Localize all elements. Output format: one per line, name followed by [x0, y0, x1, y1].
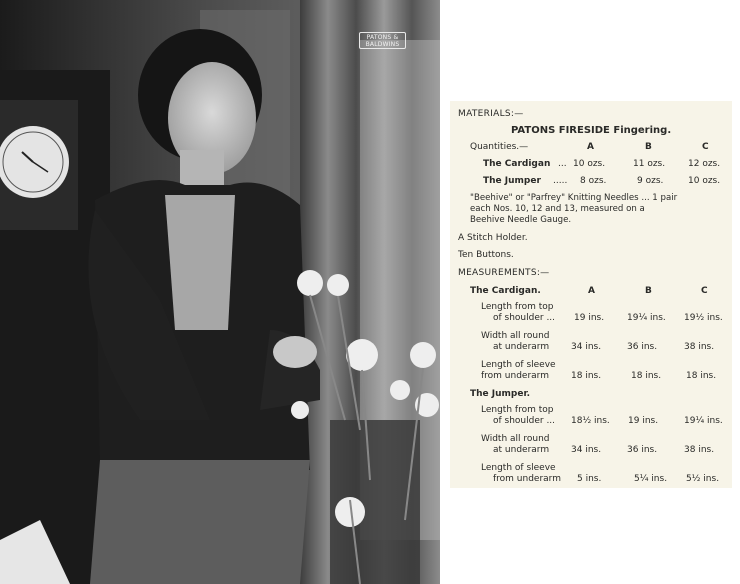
quantities-label: Quantities.—: [470, 142, 529, 152]
jumper-qty-b: 9 ozs.: [637, 176, 664, 186]
jumper-sleeve-line1: Length of sleeve: [481, 463, 556, 473]
cardigan-length-c: 19½ ins.: [684, 313, 723, 323]
pattern-materials-panel: [450, 101, 732, 488]
cardigan-sleeve-a: 18 ins.: [571, 371, 602, 381]
jumper-qty-c: 10 ozs.: [688, 176, 721, 186]
cardigan-qty-b: 11 ozs.: [633, 159, 666, 169]
cardigan-measurements-title: The Cardigan.: [470, 286, 541, 296]
cardigan-width-c: 38 ins.: [684, 342, 715, 352]
jumper-sleeve-line2: from underarm: [493, 474, 561, 484]
patons-baldwins-logo: [359, 32, 406, 49]
jumper-sleeve-b: 5¼ ins.: [634, 474, 668, 484]
logo-line-1: PATONS &: [366, 34, 399, 41]
yarn-name: PATONS FIRESIDE Fingering.: [511, 125, 672, 136]
needles-line-3: Beehive Needle Gauge.: [470, 215, 572, 225]
clock-face: [0, 126, 69, 198]
jumper-length-line1: Length from top: [481, 405, 554, 415]
meas-size-a-header: A: [588, 286, 595, 296]
cardigan-qty-label: The Cardigan: [483, 159, 551, 169]
meas-size-b-header: B: [645, 286, 652, 296]
cardigan-qty-a: 10 ozs.: [573, 159, 606, 169]
jumper-sleeve-c: 5½ ins.: [686, 474, 720, 484]
jumper-qty-leader: .....: [553, 176, 568, 186]
logo-line-2: BALDWINS: [365, 41, 400, 48]
meas-size-c-header: C: [701, 286, 708, 296]
cardigan-length-b: 19¼ ins.: [627, 313, 666, 323]
size-b-header: B: [645, 142, 652, 152]
cardigan-length-line1: Length from top: [481, 302, 554, 312]
cardigan-sleeve-line1: Length of sleeve: [481, 360, 556, 370]
needles-line-2: each Nos. 10, 12 and 13, measured on a: [470, 204, 645, 214]
cardigan-width-a: 34 ins.: [571, 342, 602, 352]
measurements-heading: MEASUREMENTS:—: [458, 268, 550, 278]
stitch-holder: A Stitch Holder.: [458, 233, 528, 243]
cardigan-sleeve-line2: from underarm: [481, 371, 549, 381]
materials-heading: MATERIALS:—: [458, 109, 524, 119]
jumper-sleeve-a: 5 ins.: [577, 474, 602, 484]
cardigan-width-line1: Width all round: [481, 331, 550, 341]
cardigan-length-a: 19 ins.: [574, 313, 605, 323]
size-c-header: C: [702, 142, 709, 152]
needles-line-1: "Beehive" or "Parfrey" Knitting Needles ... 1 pair: [470, 193, 678, 203]
jumper-length-c: 19¼ ins.: [684, 416, 723, 426]
cardigan-sleeve-c: 18 ins.: [686, 371, 717, 381]
cardigan-sleeve-b: 18 ins.: [631, 371, 662, 381]
size-a-header: A: [587, 142, 594, 152]
cardigan-qty-leader: ...: [558, 159, 567, 169]
jumper-qty-label: The Jumper: [483, 176, 541, 186]
jumper-width-line1: Width all round: [481, 434, 550, 444]
jumper-length-a: 18½ ins.: [571, 416, 610, 426]
cardigan-width-line2: at underarm: [493, 342, 550, 352]
ten-buttons: Ten Buttons.: [458, 250, 514, 260]
jumper-length-line2: of shoulder ...: [493, 416, 556, 426]
cardigan-length-line2: of shoulder ...: [493, 313, 556, 323]
cardigan-qty-c: 12 ozs.: [688, 159, 721, 169]
jumper-width-c: 38 ins.: [684, 445, 715, 455]
jumper-width-b: 36 ins.: [627, 445, 658, 455]
jumper-qty-a: 8 ozs.: [580, 176, 607, 186]
cardigan-width-b: 36 ins.: [627, 342, 658, 352]
jumper-length-b: 19 ins.: [628, 416, 659, 426]
jumper-width-line2: at underarm: [493, 445, 550, 455]
jumper-measurements-title: The Jumper.: [470, 389, 531, 399]
jumper-width-a: 34 ins.: [571, 445, 602, 455]
